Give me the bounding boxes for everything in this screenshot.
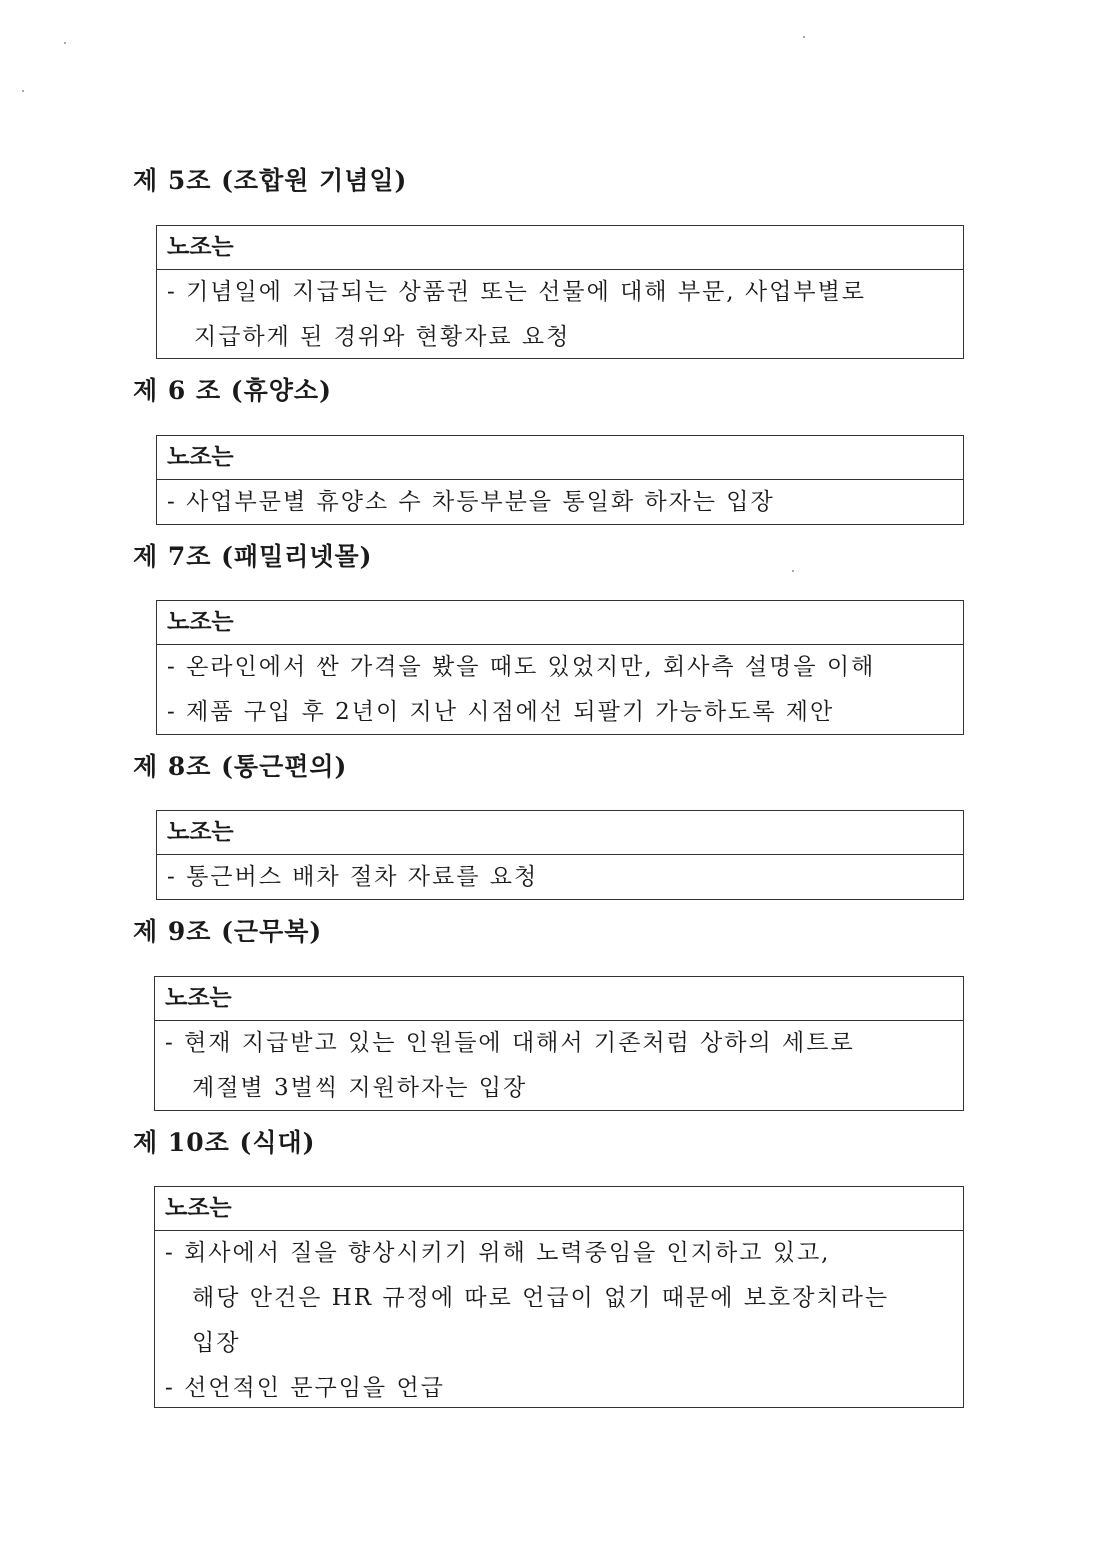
article-heading: 제 10조 (식대)	[133, 1128, 316, 1157]
box-body	[157, 645, 963, 735]
body-line: - 제품 구입 후 2년이 지난 시점에선 되팔기 가능하도록 제안	[167, 699, 835, 725]
box-header: 노조는	[157, 226, 963, 270]
article-heading: 제 8조 (통근편의)	[133, 752, 348, 781]
body-line: - 통근버스 배차 절차 자료를 요청	[167, 864, 539, 890]
scan-speck	[64, 42, 66, 44]
body-line: 지급하게 된 경위와 현황자료 요청	[194, 324, 571, 350]
scan-speck	[22, 90, 24, 92]
box-body	[157, 480, 963, 525]
box-body	[155, 1231, 963, 1411]
article-box	[156, 810, 964, 900]
box-header: 노조는	[157, 436, 963, 480]
box-body	[157, 270, 963, 360]
box-header: 노조는	[157, 601, 963, 645]
body-line: - 기념일에 지급되는 상품권 또는 선물에 대해 부문, 사업부별로	[167, 279, 867, 305]
box-header: 노조는	[155, 1187, 963, 1231]
body-line: - 현재 지급받고 있는 인원들에 대해서 기존처럼 상하의 세트로	[165, 1030, 855, 1056]
article-box	[156, 435, 964, 525]
body-line: - 온라인에서 싼 가격을 봤을 때도 있었지만, 회사측 설명을 이해	[167, 654, 876, 680]
article-heading: 제 6 조 (휴양소)	[133, 376, 332, 405]
body-line: - 회사에서 질을 향상시키기 위해 노력중임을 인지하고 있고,	[165, 1240, 831, 1266]
article-heading: 제 5조 (조합원 기념일)	[133, 166, 408, 195]
article-box	[156, 225, 964, 359]
article-heading: 제 7조 (패밀리넷몰)	[133, 542, 373, 571]
box-body	[155, 1021, 963, 1111]
scan-speck	[803, 36, 805, 38]
body-line: - 사업부문별 휴양소 수 차등부분을 통일화 하자는 입장	[167, 489, 775, 515]
article-box	[154, 1186, 964, 1408]
article-box	[154, 976, 964, 1111]
scan-speck	[792, 570, 794, 572]
body-line: 입장	[192, 1330, 241, 1356]
body-line: 해당 안건은 HR 규정에 따로 언급이 없기 때문에 보호장치라는	[192, 1285, 890, 1311]
body-line: - 선언적인 문구임을 언급	[165, 1375, 445, 1401]
body-line: 계절별 3벌씩 지원하자는 입장	[192, 1075, 528, 1101]
article-box	[156, 600, 964, 735]
box-body	[157, 855, 963, 900]
box-header: 노조는	[157, 811, 963, 855]
article-heading: 제 9조 (근무복)	[133, 917, 323, 946]
box-header: 노조는	[155, 977, 963, 1021]
